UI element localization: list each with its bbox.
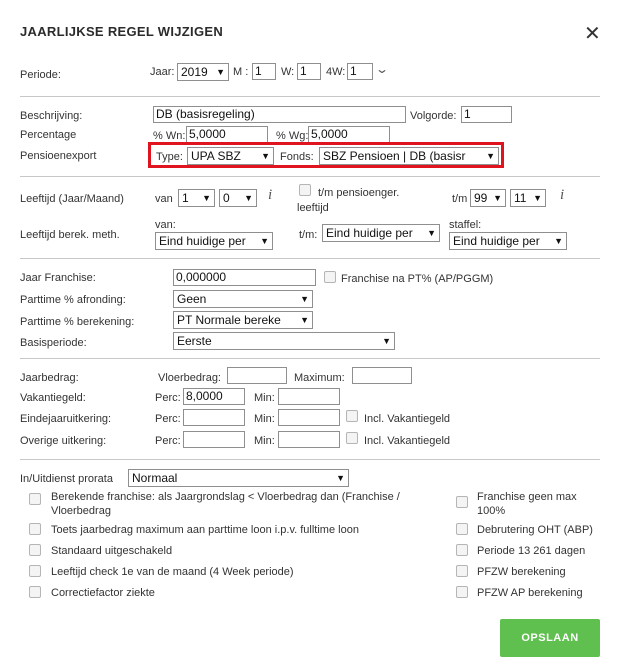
divider	[20, 96, 600, 97]
jaar-label: Jaar:	[150, 66, 175, 78]
basisperiode-select[interactable]: Eerste ▼	[173, 332, 395, 350]
overige-incl-label: Incl. Vakantiegeld	[364, 435, 451, 447]
divider	[20, 459, 600, 460]
jaarbedrag-label: Jaarbedrag:	[20, 372, 79, 384]
vakantiegeld-perc-label: Perc:	[155, 392, 181, 404]
wg-label: % Wg:	[276, 130, 309, 142]
eindejaar-min-input[interactable]	[278, 409, 340, 426]
eindejaar-perc-input[interactable]	[183, 409, 245, 426]
berekende-franchise-label: Berekende franchise: als Jaargrondslag < Vloerbedrag dan (Franchise /	[51, 491, 400, 503]
highlight-box	[148, 142, 504, 168]
jaar-select[interactable]: 2019 ▼	[177, 63, 229, 81]
franchise-geen-max-label-2: 100%	[477, 505, 506, 517]
wn-input[interactable]: 5,0000	[186, 126, 268, 143]
tm-pensioen-label-2: leeftijd	[297, 202, 329, 214]
tm-maand-select[interactable]: 11 ▼	[510, 189, 546, 207]
franchise-geen-max-label: Franchise geen max	[477, 491, 577, 503]
periode-label: Periode:	[20, 69, 61, 81]
info-icon[interactable]: i	[560, 187, 565, 203]
vakantiegeld-min-input[interactable]	[278, 388, 340, 405]
franchise-geen-max-checkbox[interactable]	[456, 496, 468, 508]
w-input[interactable]: 1	[297, 63, 321, 80]
pfzw-berekening-checkbox[interactable]	[456, 565, 468, 577]
standaard-uitgeschakeld-label: Standaard uitgeschakeld	[51, 545, 173, 557]
correctiefactor-label: Correctiefactor ziekte	[51, 587, 155, 599]
wg-input[interactable]: 5,0000	[308, 126, 390, 143]
eindejaar-incl-checkbox[interactable]	[346, 410, 358, 422]
volgorde-label: Volgorde:	[410, 110, 457, 122]
divider	[20, 258, 600, 259]
berek-tm-label: t/m:	[299, 229, 318, 241]
pfzw-berekening-label: PFZW berekening	[477, 566, 566, 578]
m-label: M :	[233, 66, 249, 78]
beschrijving-label: Beschrijving:	[20, 110, 83, 122]
4w-label: 4W:	[326, 66, 346, 78]
overige-min-input[interactable]	[278, 431, 340, 448]
staffel-label: staffel:	[449, 219, 482, 231]
leeftijd-check-label: Leeftijd check 1e van de maand (4 Week periode)	[51, 566, 294, 578]
van-maand-select[interactable]: 0 ▼	[219, 189, 257, 207]
periode-13-checkbox[interactable]	[456, 544, 468, 556]
tm-pensioen-label: t/m pensioenger.	[318, 187, 400, 199]
tm-pensioen-checkbox[interactable]	[299, 184, 311, 196]
overige-perc-label: Perc:	[155, 435, 181, 447]
divider	[20, 358, 600, 359]
overige-incl-checkbox[interactable]	[346, 432, 358, 444]
tm-jaar-select[interactable]: 99 ▼	[470, 189, 506, 207]
close-icon[interactable]: ✕	[584, 23, 601, 45]
correctiefactor-checkbox[interactable]	[29, 586, 41, 598]
type-label: Type:	[156, 151, 183, 163]
eindejaar-min-label: Min:	[254, 413, 275, 425]
m-input[interactable]: 1	[252, 63, 276, 80]
maximum-input[interactable]	[352, 367, 412, 384]
pensioenexport-label: Pensioenexport	[20, 150, 97, 162]
vloerbedrag-label: Vloerbedrag:	[158, 372, 221, 384]
franchise-na-pt-checkbox[interactable]	[324, 271, 336, 283]
vakantiegeld-perc-input[interactable]: 8,0000	[183, 388, 245, 405]
berek-van-label: van:	[155, 219, 176, 231]
dialog-title: JAARLIJKSE REGEL WIJZIGEN	[20, 24, 224, 39]
van-jaar-select[interactable]: 1 ▼	[178, 189, 215, 207]
vakantiegeld-label: Vakantiegeld:	[20, 392, 86, 404]
jaar-franchise-label: Jaar Franchise:	[20, 272, 96, 284]
overige-min-label: Min:	[254, 435, 275, 447]
berek-van-select[interactable]: Eind huidige per ▼	[155, 232, 273, 250]
pfzw-ap-label: PFZW AP berekening	[477, 587, 583, 599]
parttime-afronding-label: Parttime % afronding:	[20, 294, 126, 306]
info-icon[interactable]: i	[268, 187, 273, 203]
parttime-berekening-select[interactable]: PT Normale bereke ▼	[173, 311, 313, 329]
fonds-label: Fonds:	[280, 151, 314, 163]
toets-jaarbedrag-label: Toets jaarbedrag maximum aan parttime loon i.p.v. fulltime loon	[51, 524, 359, 536]
berek-tm-select[interactable]: Eind huidige per ▼	[322, 224, 440, 242]
standaard-uitgeschakeld-checkbox[interactable]	[29, 544, 41, 556]
prorata-select[interactable]: Normaal ▼	[128, 469, 349, 487]
overige-perc-input[interactable]	[183, 431, 245, 448]
parttime-berekening-label: Parttime % berekening:	[20, 316, 135, 328]
basisperiode-label: Basisperiode:	[20, 337, 87, 349]
staffel-select[interactable]: Eind huidige per ▼	[449, 232, 567, 250]
maximum-label: Maximum:	[294, 372, 345, 384]
vakantiegeld-min-label: Min:	[254, 392, 275, 404]
fonds-select[interactable]: SBZ Pensioen | DB (basisr ▼	[319, 147, 499, 165]
toets-jaarbedrag-checkbox[interactable]	[29, 523, 41, 535]
type-select[interactable]: UPA SBZ ▼	[187, 147, 274, 165]
berek-label: Leeftijd berek. meth.	[20, 229, 120, 241]
berekende-franchise-label-2: Vloerbedrag	[51, 505, 111, 517]
percentage-label: Percentage	[20, 129, 77, 141]
volgorde-input[interactable]: 1	[461, 106, 512, 123]
wn-label: % Wn:	[153, 130, 186, 142]
jaar-franchise-input[interactable]: 0,000000	[173, 269, 316, 286]
parttime-afronding-select[interactable]: Geen ▼	[173, 290, 313, 308]
leeftijd-van-label: van	[155, 193, 173, 205]
overige-label: Overige uitkering:	[20, 435, 107, 447]
debrutering-checkbox[interactable]	[456, 523, 468, 535]
chevron-down-icon[interactable]: ⌄	[374, 62, 390, 76]
vloerbedrag-input[interactable]	[227, 367, 287, 384]
pfzw-ap-checkbox[interactable]	[456, 586, 468, 598]
periode-13-label: Periode 13 261 dagen	[477, 545, 586, 557]
eindejaar-label: Eindejaaruitkering:	[20, 413, 112, 425]
4w-input[interactable]: 1	[347, 63, 373, 80]
beschrijving-input[interactable]: DB (basisregeling)	[153, 106, 406, 123]
debrutering-label: Debrutering OHT (ABP)	[477, 524, 593, 536]
divider	[20, 176, 600, 177]
leeftijd-tm-label: t/m	[452, 193, 468, 205]
save-button[interactable]: OPSLAAN	[500, 619, 600, 657]
w-label: W:	[281, 66, 295, 78]
prorata-label: In/Uitdienst prorata	[20, 473, 113, 485]
leeftijd-check-checkbox[interactable]	[29, 565, 41, 577]
eindejaar-incl-label: Incl. Vakantiegeld	[364, 413, 451, 425]
leeftijd-label: Leeftijd (Jaar/Maand)	[20, 193, 124, 205]
franchise-na-pt-label: Franchise na PT% (AP/PGGM)	[341, 273, 494, 285]
berekende-franchise-checkbox[interactable]	[29, 493, 41, 505]
eindejaar-perc-label: Perc:	[155, 413, 181, 425]
